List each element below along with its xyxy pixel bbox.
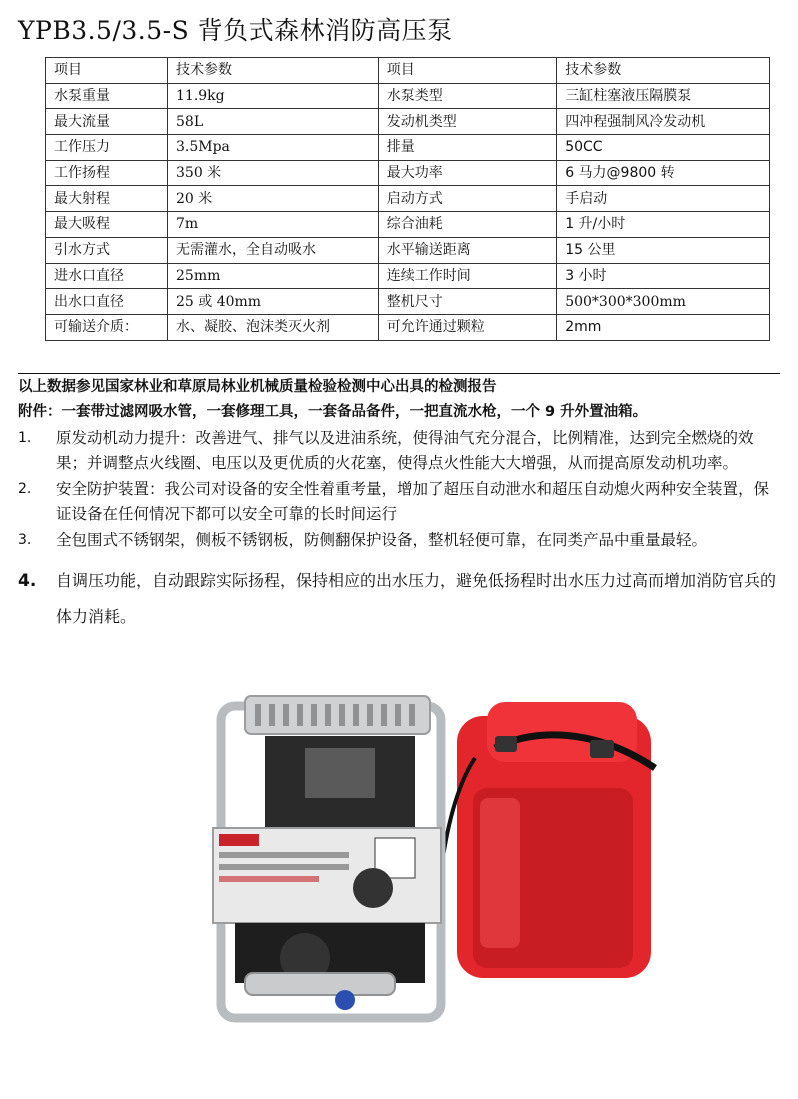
table-cell: 出水口直径 — [46, 289, 168, 315]
list-item-text: 全包围式不锈钢架，侧板不锈钢板，防侧翻保护设备，整机轻便可靠，在同类产品中重量最轻。 — [56, 531, 708, 549]
table-cell: 进水口直径 — [46, 263, 168, 289]
table-cell: 发动机类型 — [378, 109, 556, 135]
table-row — [46, 212, 770, 238]
table-cell: 15 公里 — [557, 237, 770, 263]
table-cell: 20 米 — [168, 186, 379, 212]
table-cell: 可允许通过颗粒 — [378, 314, 556, 340]
table-cell: 最大射程 — [46, 186, 168, 212]
list-item-number: 1. — [18, 430, 32, 446]
table-cell: 启动方式 — [378, 186, 556, 212]
table-cell: 可输送介质： — [46, 314, 168, 340]
table-cell: 58L — [168, 109, 379, 135]
table-row — [46, 237, 770, 263]
table-cell: 水平输送距离 — [378, 237, 556, 263]
table-row — [46, 289, 770, 315]
table-cell: 最大流量 — [46, 109, 168, 135]
pump-frame-image — [213, 696, 441, 1018]
table-cell: 350 米 — [168, 160, 379, 186]
table-cell: 3 小时 — [557, 263, 770, 289]
table-cell: 11.9kg — [168, 83, 379, 109]
table-header-cell: 项目 — [46, 58, 168, 84]
table-header-row — [46, 58, 770, 84]
list-item-text: 自调压功能，自动跟踪实际扬程，保持相应的出水压力，避免低扬程时出水压力过高而增加消防官兵的体力消耗。 — [56, 571, 777, 626]
list-item-number: 4. — [18, 571, 37, 591]
table-cell: 3.5Mpa — [168, 135, 379, 161]
list-item — [18, 477, 784, 527]
table-cell: 四冲程强制风冷发动机 — [557, 109, 770, 135]
table-row — [46, 109, 770, 135]
table-cell: 连续工作时间 — [378, 263, 556, 289]
table-header-cell: 项目 — [378, 58, 556, 84]
table-header-cell: 技术参数 — [557, 58, 770, 84]
feature-list — [18, 426, 784, 636]
table-cell: 2mm — [557, 314, 770, 340]
table-cell: 工作压力 — [46, 135, 168, 161]
table-cell: 整机尺寸 — [378, 289, 556, 315]
table-cell: 综合油耗 — [378, 212, 556, 238]
list-item-text: 原发动机动力提升：改善进气、排气以及进油系统，使得油气充分混合，比例精准，达到完全燃烧的效果；并调整点火线圈、电压以及更优质的火花塞，使得点火性能大大增强，从而提高原发动机功率。 — [56, 429, 754, 472]
table-cell: 三缸柱塞液压隔膜泵 — [557, 83, 770, 109]
page-title: YPB3.5/3.5-S 背负式森林消防高压泵 — [18, 16, 453, 45]
attachments-note: 附件：一套带过滤网吸水管，一套修理工具，一套备品备件，一把直流水枪，一个 9 升外置油箱。 — [18, 404, 648, 420]
table-cell: 引水方式 — [46, 237, 168, 263]
table-cell: 排量 — [378, 135, 556, 161]
table-row — [46, 314, 770, 340]
table-cell: 无需灌水，全自动吸水 — [168, 237, 379, 263]
table-cell: 500*300*300mm — [557, 289, 770, 315]
source-note: 以上数据参见国家林业和草原局林业机械质量检验检测中心出具的检测报告 — [18, 379, 497, 395]
list-item-number: 2. — [18, 481, 32, 497]
table-cell: 1 升/小时 — [557, 212, 770, 238]
table-cell: 25 或 40mm — [168, 289, 379, 315]
table-cell: 7m — [168, 212, 379, 238]
table-cell: 50CC — [557, 135, 770, 161]
table-row — [46, 83, 770, 109]
table-cell: 25mm — [168, 263, 379, 289]
table-cell: 水、凝胶、泡沫类灭火剂 — [168, 314, 379, 340]
pump-product-photo — [195, 688, 670, 1038]
fuel-tank-image — [440, 702, 655, 978]
table-cell: 最大功率 — [378, 160, 556, 186]
table-cell: 工作扬程 — [46, 160, 168, 186]
table-row — [46, 186, 770, 212]
list-item-number: 3. — [18, 532, 32, 548]
table-header-cell: 技术参数 — [168, 58, 379, 84]
list-item — [18, 528, 784, 553]
table-cell: 最大吸程 — [46, 212, 168, 238]
table-row — [46, 135, 770, 161]
list-item-text: 安全防护装置：我公司对设备的安全性着重考量，增加了超压自动泄水和超压自动熄火两种安全装置，保证设备在任何情况下都可以安全可靠的长时间运行 — [56, 480, 770, 523]
table-row — [46, 160, 770, 186]
table-cell: 水泵重量 — [46, 83, 168, 109]
list-item — [18, 563, 784, 635]
table-cell: 手启动 — [557, 186, 770, 212]
list-item — [18, 426, 784, 476]
divider — [18, 373, 780, 374]
table-row — [46, 263, 770, 289]
spec-table — [45, 57, 770, 341]
table-cell: 水泵类型 — [378, 83, 556, 109]
table-cell: 6 马力@9800 转 — [557, 160, 770, 186]
